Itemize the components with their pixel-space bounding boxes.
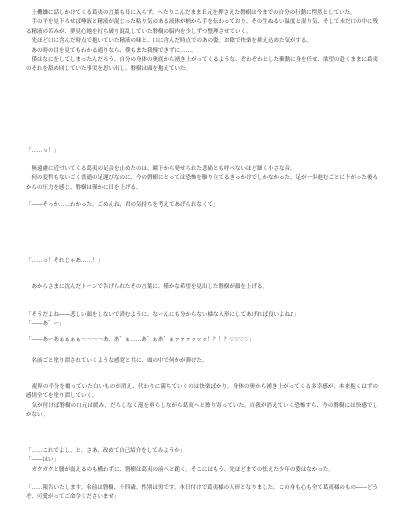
paragraph-2: 「……っ！」 <box>26 148 60 154</box>
paragraph-3: 無遠慮に近づいてくる葛夷の足音を止めたのは、瞳下から発せられた悲痛とも呼べないほど細く小さな音。 何の変哲もないごく普通の足運びなのに、今の磐樹にとっては恐怖を駆り立てるきっかけでしかなかった。足が一歩進むごとに下がった後ろからの圧力を感じ、磐樹は僅かに目を上げる。 <box>26 166 378 191</box>
paragraph-9: 名前ごと塗り潰されていくような感覚と共に、頭の中で何かが弾けた。 <box>26 358 208 364</box>
paragraph-11: 「……これでよし、と。さあ、改めて自己紹介をしてみようか」 「――はい」 ガクガクと腰が震えるのも構わずに、磐樹は葛夷の前へと跪く。そこにはもう、先ほどまでの怯えた少年の姿はなかった。 <box>26 448 334 473</box>
paragraph-12: 「……報告いたします。名前は磐樹、十四歳。性別は男です。本日付けで葛夷様の人形となりました。この身も心も全て葛夷様のもの――どうぞ、可愛がってご命令くださいませ」 <box>26 485 378 501</box>
paragraph-4: 「――そっか……わかった。ごめんね、君の気持ちを考えてあげられなくて」 <box>26 202 219 208</box>
paragraph-5: 「……っ！それじゃあ……！」 <box>26 258 104 264</box>
paragraph-7: 「そうだよね――悲しい顔をしないで済むように、なーんにも分からない様な人形にしてあげれば良いよね♪」 「――あ゛ー」 <box>26 312 300 328</box>
paragraph-6: あからさまに沈んだトーンで告げられたその言葉に、僅かな希望を見出した磐樹が顔を上げる。 <box>26 284 268 290</box>
paragraph-10: 視界の半分を覆っていた白いものが消え、代わりに満ちていくのは快楽ばかり。身体の奥から湧き上がってくる多幸感が、本来抱くはずの感情全てを塗り潰していく。 気が付けば磐樹の口元は緩み、だらしなく涎を垂らしながら葛夷へと擦り寄っていた。自我が消えていく恐怖すら、今の磐樹には快感でしかない。 <box>26 384 378 419</box>
paragraph-8: 「――あーあぁぁぁぁ〜〜〜〜あ、あ゛ぁ……あ゛ぁあ゛ぁァァァッッッ！？！？♡♡♡♡」 <box>26 337 255 343</box>
paragraph-1: 上機嫌に話しかけてくる葛夷の言葉も耳に入らず、へたりこんだままＥ元を押さえた磐樹は今までの自分の行動に愕然としていた。 手の平を見下ろせば唾液と精液が混じった粘り気のある液体が柄から手を伝わっており、その生ぬるい温度と湿り気、そして未だ口の中に残る精液の苦みが、夢見心地を打ち破り混乱していた磐樹の脳内を少しずつ整理させていく。 先ほど口に含んだ時点で抱いていた精液の味と、口に含んだ時点でのあの姿。お陰で快楽を抑え込めた気がする。 あの時の目を見てもわかる通りなら、僕もまた我慢できずに……。 僕はなにをしてしまったんだろう。自分の身体の奥底から湧き上がってくるような、ぞわぞわとした衝動に身を任せ、欲望の赴くままに葛夷のそれを舐め回していた事実を思い出し、磐樹は頭を抱えていた。 <box>26 10 378 73</box>
